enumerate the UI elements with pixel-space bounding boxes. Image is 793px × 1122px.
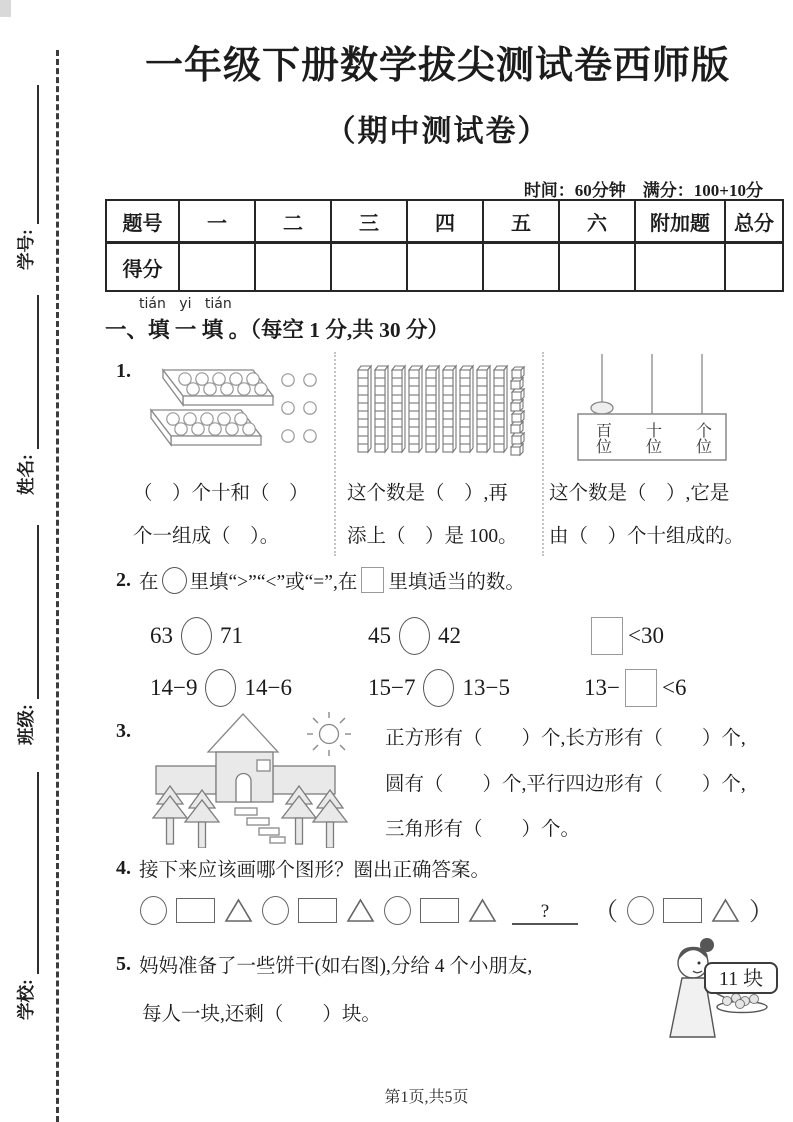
header-cell-2: 二: [255, 200, 331, 243]
house-right-wing: [273, 766, 335, 794]
abacus-tens-label: 十位: [643, 422, 661, 454]
fill-box: [591, 617, 623, 655]
seal-field-name: [12, 295, 39, 495]
q2-prompt-text: 在: [139, 572, 159, 593]
fill-box: [625, 669, 657, 707]
question-2-number: 2.: [116, 568, 131, 591]
q1-panel3-line1: 这个数是（ ）,它是: [549, 483, 730, 504]
score-cell: [331, 243, 407, 292]
house-roof: [208, 714, 278, 752]
header-cell-question-no: 题号: [106, 200, 179, 243]
question-4-number: 4.: [116, 856, 131, 879]
q1-panel1-text: [133, 472, 309, 558]
score-cell: [179, 243, 255, 292]
q2-prompt-text: 里填适当的数。: [388, 572, 525, 593]
pattern-rectangle: [420, 898, 459, 923]
question-mark: ?: [540, 901, 550, 922]
q1-panel-divider: [542, 352, 544, 556]
seal-field-class: [12, 525, 39, 745]
q2-item-left: 63: [150, 623, 173, 648]
q3-line3: 三角形有（ ）个。: [385, 819, 581, 840]
exam-time-score-info: 时间：60分钟 满分：100+10分: [523, 181, 763, 200]
header-cell-1: 一: [179, 200, 255, 243]
q4-pattern-row: [140, 892, 774, 928]
question-3-text: [385, 716, 746, 853]
q1-panel2-text: [347, 472, 518, 558]
comparison-circle: [423, 669, 454, 707]
header-cell-total: 总分: [725, 200, 783, 243]
q2-item-5: [368, 664, 510, 712]
q2-prompt-text: 里填“>”“<”或“=”,在: [189, 572, 358, 593]
q2-item-left: 45: [368, 623, 391, 648]
scan-corner-mark: [0, 0, 11, 17]
section-pinyin: tián yi tián: [139, 296, 232, 312]
pattern-circle: [262, 896, 289, 925]
q1-panel1-line1: （ ）个十和（ ）: [133, 483, 309, 504]
q3-line1: 正方形有（ ）个,长方形有（ ）个,: [385, 728, 746, 749]
q1-panel2-line1: 这个数是（ ）,再: [347, 483, 508, 504]
abacus-ones-label: 个位: [693, 422, 711, 454]
exam-subtitle: （期中测试卷）: [325, 115, 550, 148]
abacus-bead: [591, 402, 613, 414]
stepping-stone: [247, 818, 269, 825]
mother-with-cookies-figure: [645, 933, 790, 1045]
seal-field-student-number: [12, 85, 39, 270]
seal-field-school: [12, 772, 39, 1020]
option-circle: [627, 896, 654, 925]
q1-panel3-line2: 由（ ）个十组成的。: [549, 526, 745, 547]
question-5-line1: [116, 950, 532, 978]
student-number-blank-line: [12, 85, 39, 224]
option-triangle: [711, 898, 740, 923]
pattern-rectangle: [176, 898, 215, 923]
question-4-prompt: [116, 854, 490, 882]
q2-item-left: 13−: [584, 675, 620, 700]
pattern-circle: [140, 896, 167, 925]
cookie-count-label: 11 块: [718, 968, 764, 990]
q1-panel3-text: [549, 472, 744, 558]
name-blank-line: [12, 295, 39, 449]
abacus-hundreds-label: 百位: [593, 422, 611, 454]
house-door: [236, 774, 251, 803]
question-5-number: 5.: [116, 952, 131, 975]
score-table-header-row: [106, 200, 783, 243]
page-title: 一年级下册数学拔尖测试卷西师版: [144, 45, 730, 87]
q3-line2: 圆有（ ）个,平行四边形有（ ）个,: [385, 773, 746, 795]
q5-line1-text: 妈妈准备了一些饼干(如右图),分给 4 个小朋友,: [139, 956, 533, 977]
score-cell: [483, 243, 559, 292]
score-cell: [725, 243, 783, 292]
q2-item-right: 71: [220, 623, 243, 648]
score-row-label: 得分: [106, 243, 179, 292]
stepping-stone: [270, 837, 285, 843]
q1-panel-divider: [334, 352, 336, 556]
q2-item-right: 42: [438, 623, 461, 648]
comparison-circle: [181, 617, 212, 655]
question-2-prompt: [116, 566, 525, 594]
house-scene-figure: [136, 708, 358, 848]
option-rectangle: [663, 898, 702, 923]
q2-item-right: 13−5: [462, 675, 510, 700]
header-cell-4: 四: [407, 200, 483, 243]
question-3-number: 3.: [116, 720, 131, 742]
q2-item-3: [586, 612, 664, 660]
q2-item-right: <30: [628, 623, 664, 648]
school-label: 学校:: [16, 979, 36, 1020]
q1-panel1-line2: 个一组成（ ）。: [133, 526, 280, 547]
comparison-circle: [399, 617, 430, 655]
pattern-triangle: [224, 898, 253, 923]
place-value-abacus-figure: [572, 352, 732, 464]
header-cell-5: 五: [483, 200, 559, 243]
stepping-stone: [259, 828, 279, 835]
page-number-footer: 第1页,共5页: [384, 1089, 469, 1106]
class-blank-line: [12, 525, 39, 699]
score-cell: [635, 243, 725, 292]
class-label: 班级:: [16, 704, 36, 745]
q5-line2-text: 每人一块,还剩（ ）块。: [142, 1004, 381, 1025]
pattern-rectangle: [298, 898, 337, 923]
q1-panel2-line2: 添上（ ）是 100。: [347, 526, 518, 547]
stepping-stone: [235, 808, 257, 815]
base-ten-blocks-figure: [355, 362, 527, 462]
school-blank-line: [12, 772, 39, 974]
student-number-label: 学号:: [16, 229, 36, 270]
q2-item-6: [584, 664, 686, 712]
section-heading: 一、填 一 填 。（每空 1 分,共 30 分）: [105, 318, 450, 342]
pattern-circle: [384, 896, 411, 925]
house-left-wing: [156, 766, 216, 794]
question-1-number: 1.: [116, 360, 131, 382]
score-cell: [255, 243, 331, 292]
sun-icon: [320, 725, 339, 744]
q2-item-right: <6: [661, 675, 687, 700]
score-table-score-row: [106, 243, 783, 292]
comparison-circle-icon: [162, 567, 187, 594]
header-cell-6: 六: [559, 200, 635, 243]
q2-item-2: [368, 612, 461, 660]
score-cell: [407, 243, 483, 292]
header-cell-bonus: 附加题: [635, 200, 725, 243]
comparison-circle: [205, 669, 236, 707]
pattern-triangle: [468, 898, 497, 923]
name-label: 姓名:: [16, 454, 36, 495]
q2-item-right: 14−6: [244, 675, 292, 700]
pattern-triangle: [346, 898, 375, 923]
q2-item-left: 15−7: [368, 675, 416, 700]
egg-tray-figure: [133, 358, 328, 460]
fill-box-icon: [361, 567, 384, 593]
options-paren-close: ）: [749, 899, 775, 926]
question-5-line2: [142, 998, 381, 1026]
answer-blank-line: [512, 895, 578, 925]
seal-dashed-line: [56, 50, 59, 1122]
score-cell: [559, 243, 635, 292]
q2-item-1: [150, 612, 243, 660]
options-paren-open: （: [593, 899, 619, 926]
header-cell-3: 三: [331, 200, 407, 243]
score-table: [105, 199, 784, 292]
q4-prompt-text: 接下来应该画哪个图形？圈出正确答案。: [139, 860, 491, 881]
q2-item-left: 14−9: [150, 675, 198, 700]
house-window: [257, 760, 270, 771]
q2-item-4: [150, 664, 292, 712]
